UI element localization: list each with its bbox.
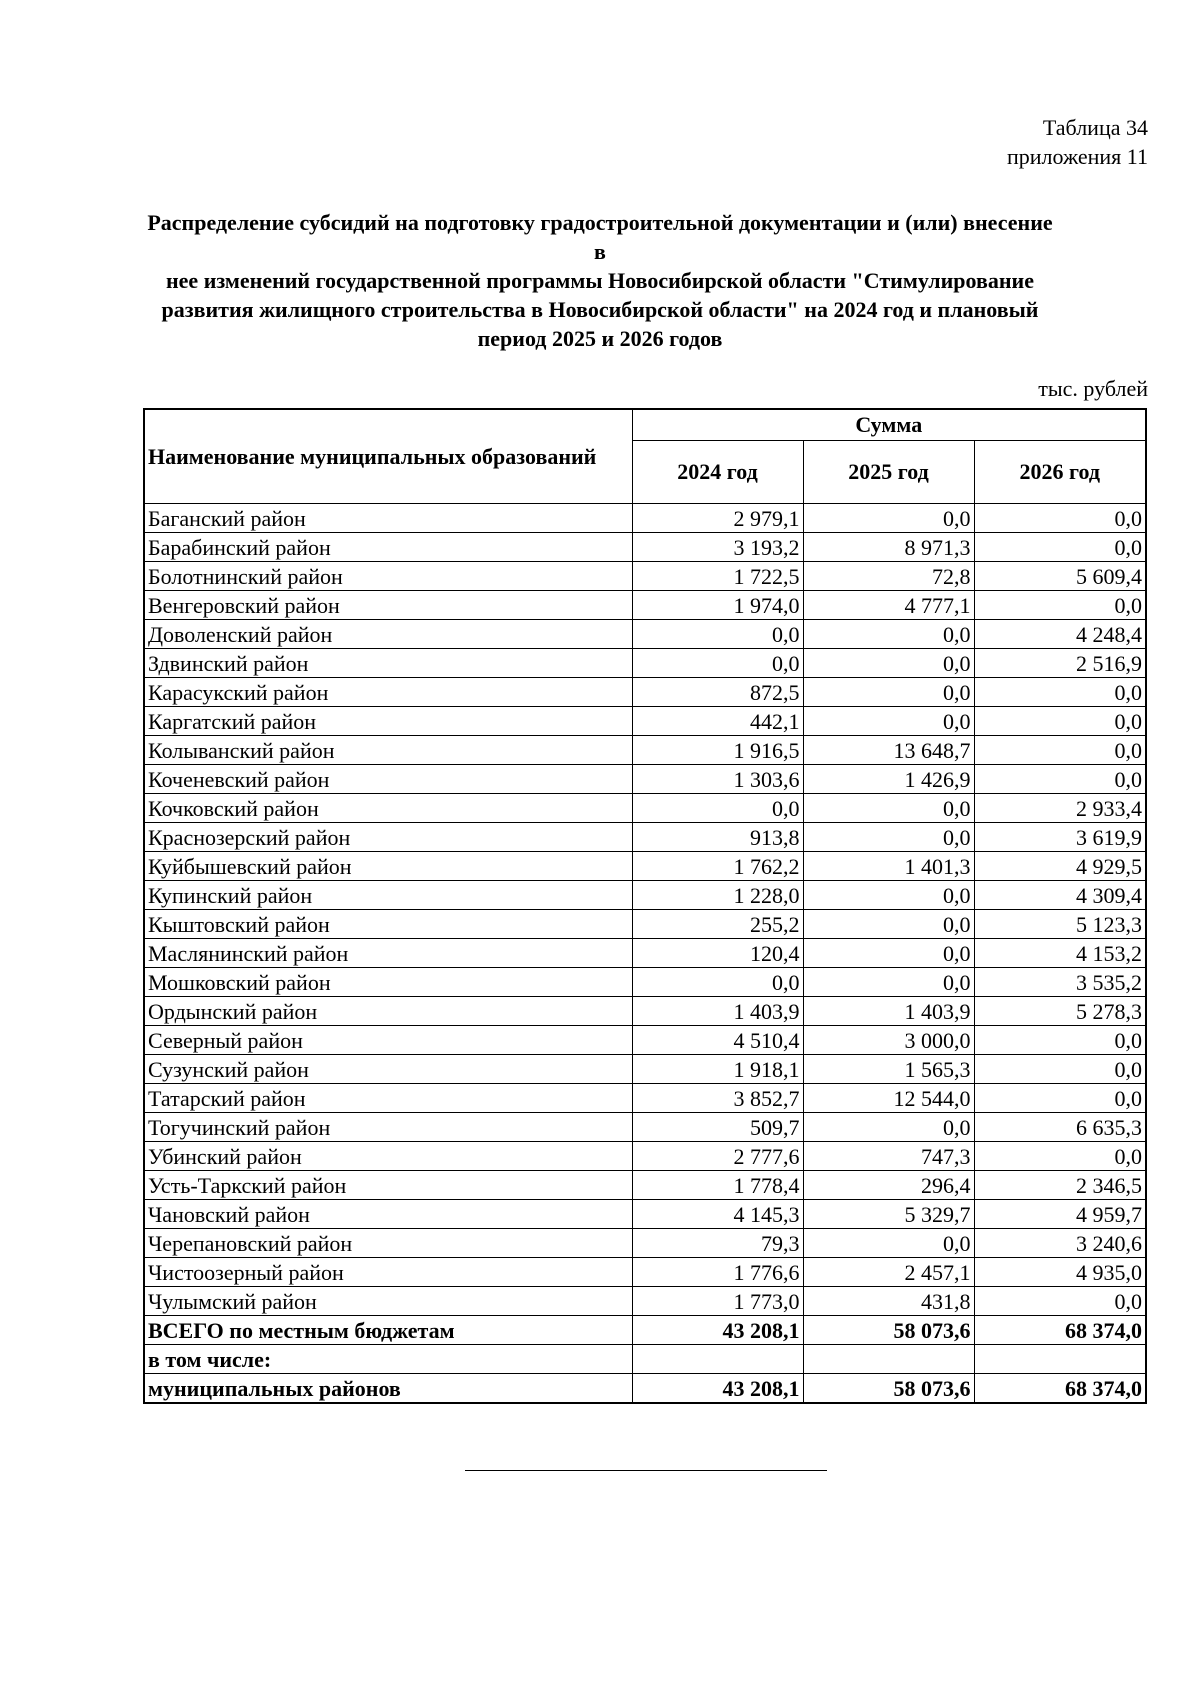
value-2026: 6 635,3: [974, 1113, 1146, 1142]
district-name: Колыванский район: [144, 736, 632, 765]
municipal-2026: 68 374,0: [974, 1374, 1146, 1404]
header-row: [144, 409, 1146, 441]
value-2024: 1 974,0: [632, 591, 803, 620]
municipal-2024: 43 208,1: [632, 1374, 803, 1404]
table-row: [144, 910, 1146, 939]
value-2025: 0,0: [803, 707, 974, 736]
appendix-number: приложения 11: [1006, 144, 1148, 169]
table-row: [144, 678, 1146, 707]
table-row: [144, 823, 1146, 852]
value-2025: 8 971,3: [803, 533, 974, 562]
value-2025: 0,0: [803, 968, 974, 997]
table-reference: [1007, 113, 1148, 171]
value-2026: 4 309,4: [974, 881, 1146, 910]
district-name: Здвинский район: [144, 649, 632, 678]
district-name: Татарский район: [144, 1084, 632, 1113]
value-2025: 3 000,0: [803, 1026, 974, 1055]
table-row: [144, 591, 1146, 620]
table-row: [144, 765, 1146, 794]
value-2026: 0,0: [974, 1084, 1146, 1113]
district-name: Чановский район: [144, 1200, 632, 1229]
value-2024: 1 762,2: [632, 852, 803, 881]
table-row: [144, 881, 1146, 910]
value-2026: 4 153,2: [974, 939, 1146, 968]
district-name: Барабинский район: [144, 533, 632, 562]
value-2026: 2 516,9: [974, 649, 1146, 678]
including-label: в том числе:: [144, 1345, 632, 1374]
table-row: [144, 1171, 1146, 1200]
total-2026: 68 374,0: [974, 1316, 1146, 1345]
value-2025: 0,0: [803, 1229, 974, 1258]
value-2024: 4 510,4: [632, 1026, 803, 1055]
including-2026: [974, 1345, 1146, 1374]
value-2025: 296,4: [803, 1171, 974, 1200]
table-row: [144, 620, 1146, 649]
district-name: Коченевский район: [144, 765, 632, 794]
value-2026: 4 959,7: [974, 1200, 1146, 1229]
value-2026: 3 619,9: [974, 823, 1146, 852]
value-2025: 0,0: [803, 939, 974, 968]
district-name: Карасукский район: [144, 678, 632, 707]
value-2024: 0,0: [632, 649, 803, 678]
total-2025: 58 073,6: [803, 1316, 974, 1345]
value-2026: 0,0: [974, 591, 1146, 620]
value-2024: 0,0: [632, 968, 803, 997]
value-2024: 120,4: [632, 939, 803, 968]
including-row: [144, 1345, 1146, 1374]
municipal-2025: 58 073,6: [803, 1374, 974, 1404]
value-2024: 3 193,2: [632, 533, 803, 562]
district-name: Мошковский район: [144, 968, 632, 997]
value-2024: 1 776,6: [632, 1258, 803, 1287]
district-name: Чулымский район: [144, 1287, 632, 1316]
municipal-row: [144, 1374, 1146, 1404]
value-2024: 1 916,5: [632, 736, 803, 765]
column-header-2025: 2025 год: [803, 441, 974, 504]
table-row: [144, 939, 1146, 968]
value-2024: 0,0: [632, 794, 803, 823]
table-row: [144, 1142, 1146, 1171]
district-name: Ордынский район: [144, 997, 632, 1026]
value-2024: 79,3: [632, 1229, 803, 1258]
value-2024: 1 403,9: [632, 997, 803, 1026]
value-2026: 0,0: [974, 1142, 1146, 1171]
value-2024: 1 722,5: [632, 562, 803, 591]
value-2026: 0,0: [974, 678, 1146, 707]
value-2026: 0,0: [974, 1055, 1146, 1084]
table-row: [144, 736, 1146, 765]
value-2025: 2 457,1: [803, 1258, 974, 1287]
municipal-label: муниципальных районов: [144, 1374, 632, 1404]
total-label: ВСЕГО по местным бюджетам: [144, 1316, 632, 1345]
column-header-2024: 2024 год: [632, 441, 803, 504]
subsidy-table: [143, 408, 1147, 1404]
value-2026: 3 240,6: [974, 1229, 1146, 1258]
value-2024: 913,8: [632, 823, 803, 852]
district-name: Краснозерский район: [144, 823, 632, 852]
value-2024: 1 918,1: [632, 1055, 803, 1084]
district-name: Усть-Таркский район: [144, 1171, 632, 1200]
value-2026: 5 278,3: [974, 997, 1146, 1026]
value-2025: 0,0: [803, 649, 974, 678]
value-2026: 5 609,4: [974, 562, 1146, 591]
value-2025: 12 544,0: [803, 1084, 974, 1113]
value-2024: 872,5: [632, 678, 803, 707]
district-name: Кыштовский район: [144, 910, 632, 939]
value-2025: 1 403,9: [803, 997, 974, 1026]
value-2025: 5 329,7: [803, 1200, 974, 1229]
table-row: [144, 1229, 1146, 1258]
value-2026: 2 933,4: [974, 794, 1146, 823]
table-row: [144, 968, 1146, 997]
value-2024: 2 777,6: [632, 1142, 803, 1171]
district-name: Купинский район: [144, 881, 632, 910]
table-row: [144, 794, 1146, 823]
district-name: Куйбышевский район: [144, 852, 632, 881]
value-2026: 0,0: [974, 533, 1146, 562]
value-2025: 72,8: [803, 562, 974, 591]
table-number: Таблица 34: [1042, 115, 1148, 140]
district-name: Чистоозерный район: [144, 1258, 632, 1287]
value-2024: 4 145,3: [632, 1200, 803, 1229]
including-2024: [632, 1345, 803, 1374]
district-name: Доволенский район: [144, 620, 632, 649]
value-2025: 0,0: [803, 823, 974, 852]
district-name: Черепановский район: [144, 1229, 632, 1258]
value-2024: 442,1: [632, 707, 803, 736]
value-2025: 0,0: [803, 910, 974, 939]
district-name: Северный район: [144, 1026, 632, 1055]
table-row: [144, 1287, 1146, 1316]
district-name: Маслянинский район: [144, 939, 632, 968]
value-2026: 0,0: [974, 736, 1146, 765]
table-row: [144, 1113, 1146, 1142]
district-name: Венгеровский район: [144, 591, 632, 620]
value-2024: 255,2: [632, 910, 803, 939]
value-2024: 0,0: [632, 620, 803, 649]
total-2024: 43 208,1: [632, 1316, 803, 1345]
table-row: [144, 1258, 1146, 1287]
value-2024: 509,7: [632, 1113, 803, 1142]
district-name: Каргатский район: [144, 707, 632, 736]
value-2025: 747,3: [803, 1142, 974, 1171]
value-2025: 0,0: [803, 794, 974, 823]
value-2024: 1 773,0: [632, 1287, 803, 1316]
district-name: Тогучинский район: [144, 1113, 632, 1142]
value-2025: 0,0: [803, 1113, 974, 1142]
title-line-3: развития жилищного строительства в Новосибирской области" на 2024 год и плановый: [161, 297, 1039, 322]
table-row: [144, 707, 1146, 736]
value-2025: 0,0: [803, 504, 974, 533]
value-2026: 0,0: [974, 765, 1146, 794]
table-row: [144, 1200, 1146, 1229]
table-row: [144, 504, 1146, 533]
district-name: Убинский район: [144, 1142, 632, 1171]
table-body: [144, 504, 1146, 1404]
title-line-1: Распределение субсидий на подготовку градостроительной документации и (или) внесение в: [147, 210, 1053, 264]
table-row: [144, 1084, 1146, 1113]
value-2026: 5 123,3: [974, 910, 1146, 939]
table-row: [144, 1026, 1146, 1055]
value-2024: 2 979,1: [632, 504, 803, 533]
table-row: [144, 852, 1146, 881]
value-2024: 1 778,4: [632, 1171, 803, 1200]
district-name: Сузунский район: [144, 1055, 632, 1084]
value-2025: 1 565,3: [803, 1055, 974, 1084]
table-row: [144, 997, 1146, 1026]
units-label: тыс. рублей: [1038, 376, 1148, 401]
closing-rule: [465, 1470, 827, 1471]
value-2026: 0,0: [974, 707, 1146, 736]
table-row: [144, 533, 1146, 562]
value-2025: 1 401,3: [803, 852, 974, 881]
value-2025: 0,0: [803, 620, 974, 649]
value-2026: 3 535,2: [974, 968, 1146, 997]
total-row: [144, 1316, 1146, 1345]
district-name: Баганский район: [144, 504, 632, 533]
value-2026: 4 929,5: [974, 852, 1146, 881]
document-title: [145, 208, 1055, 353]
value-2024: 1 303,6: [632, 765, 803, 794]
column-header-sum: Сумма: [632, 409, 1146, 441]
value-2025: 13 648,7: [803, 736, 974, 765]
column-header-2026: 2026 год: [974, 441, 1146, 504]
value-2026: 4 935,0: [974, 1258, 1146, 1287]
value-2024: 3 852,7: [632, 1084, 803, 1113]
value-2025: 431,8: [803, 1287, 974, 1316]
value-2025: 1 426,9: [803, 765, 974, 794]
column-header-name: Наименование муниципальных образований: [144, 409, 632, 504]
value-2026: 0,0: [974, 504, 1146, 533]
value-2025: 4 777,1: [803, 591, 974, 620]
value-2026: 0,0: [974, 1026, 1146, 1055]
value-2025: 0,0: [803, 881, 974, 910]
value-2025: 0,0: [803, 678, 974, 707]
table-row: [144, 649, 1146, 678]
title-line-4: период 2025 и 2026 годов: [477, 326, 723, 351]
district-name: Кочковский район: [144, 794, 632, 823]
table-row: [144, 562, 1146, 591]
value-2024: 1 228,0: [632, 881, 803, 910]
including-2025: [803, 1345, 974, 1374]
table-row: [144, 1055, 1146, 1084]
value-2026: 2 346,5: [974, 1171, 1146, 1200]
value-2026: 4 248,4: [974, 620, 1146, 649]
district-name: Болотнинский район: [144, 562, 632, 591]
value-2026: 0,0: [974, 1287, 1146, 1316]
title-line-2: нее изменений государственной программы Новосибирской области "Стимулирование: [165, 268, 1034, 293]
